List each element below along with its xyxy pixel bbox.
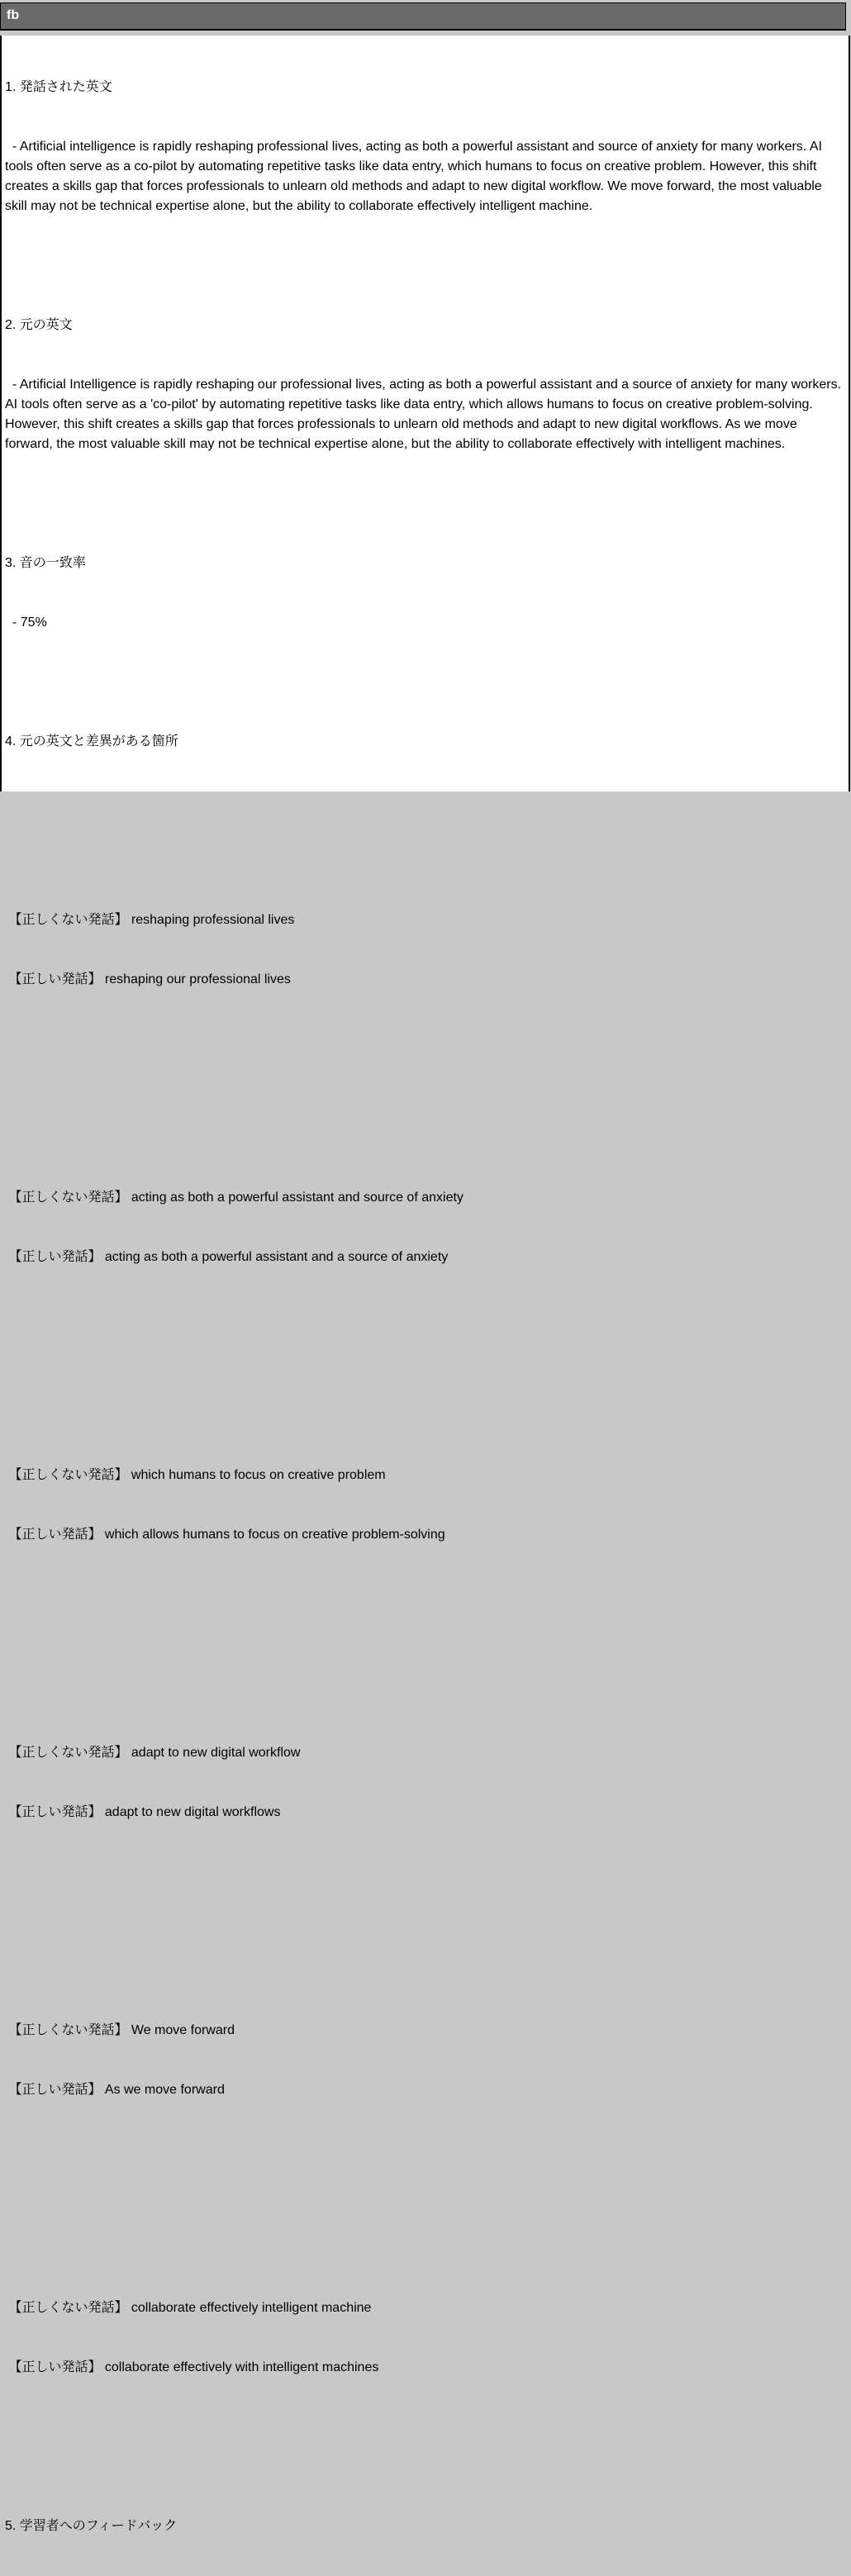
- spacer: [5, 791, 845, 811]
- spacer: [5, 494, 845, 514]
- diff-pair: [5, 871, 845, 1029]
- spacer: [5, 256, 845, 276]
- section-differences-heading: 4. 元の英文と差異がある箇所: [5, 734, 178, 749]
- diff-pair: [5, 1981, 845, 2140]
- section-match-rate: [5, 514, 845, 673]
- section-original-heading: 2. 元の英文: [5, 318, 73, 332]
- correct-utterance-line: 【正しい発話】 adapt to new digital workflows: [5, 1805, 281, 1819]
- correct-utterance-line: 【正しい発話】 acting as both a powerful assistant and a source of anxiety: [5, 1250, 449, 1264]
- spacer: [5, 1069, 845, 1089]
- diff-pair: [5, 2259, 845, 2417]
- diff-pair: [5, 1148, 845, 1307]
- section-feedback-heading: 5. 学習者へのフィードバック: [5, 2519, 178, 2533]
- section-learner-feedback: [5, 2477, 845, 2576]
- section-original-english: [5, 276, 845, 494]
- section-match-rate-heading: 3. 音の一致率: [5, 556, 86, 570]
- window-titlebar: [0, 2, 846, 31]
- diff-pair: [5, 1426, 845, 1585]
- incorrect-utterance-line: 【正しくない発話】 collaborate effectively intelligent machine: [5, 2301, 372, 2315]
- spacer: [5, 1902, 845, 1922]
- correct-utterance-line: 【正しい発話】 As we move forward: [5, 2083, 225, 2097]
- match-rate-value: - 75%: [5, 615, 47, 630]
- section-spoken-heading: 1. 発話された英文: [5, 80, 112, 94]
- incorrect-utterance-line: 【正しくない発話】 which humans to focus on creative problem: [5, 1468, 386, 1482]
- incorrect-utterance-line: 【正しくない発話】 reshaping professional lives: [5, 913, 295, 927]
- incorrect-utterance-line: 【正しくない発話】 adapt to new digital workflow: [5, 1746, 301, 1760]
- spoken-english-text: - Artificial intelligence is rapidly reshaping professional lives, acting as both a powerful assistant and source of anxiety for many workers. AI tools often serve as a co-pilot by automating repetitive tasks like data entry, which humans to focus on creative problem. However, this shift creates a skills gap that forces professionals to unlearn old methods and adapt to new digital workflow. We move forward, the most valuable skill may not be technical expertise alone, but the ability to collaborate effectively intelligent machine.: [5, 140, 826, 213]
- window-title: fb: [7, 8, 20, 22]
- correct-utterance-line: 【正しい発話】 which allows humans to focus on creative problem-solving: [5, 1528, 445, 1542]
- incorrect-utterance-line: 【正しくない発話】 We move forward: [5, 2023, 235, 2037]
- spacer: [5, 1624, 845, 1644]
- section-spoken-english: [5, 38, 845, 256]
- correct-utterance-line: 【正しい発話】 collaborate effectively with intelligent machines: [5, 2360, 379, 2374]
- feedback-document: [0, 36, 850, 2533]
- spacer: [5, 2457, 845, 2477]
- correct-utterance-line: 【正しい発話】 reshaping our professional lives: [5, 972, 291, 986]
- section-differences: [5, 692, 845, 2457]
- spacer: [5, 2179, 845, 2199]
- original-english-text: - Artificial Intelligence is rapidly reshaping our professional lives, acting as both a powerful assistant and a source of anxiety for many workers. AI tools often serve as a 'co-pilot' by automating repetitive tasks like data entry, which allows humans to focus on creative problem-solving. However, this shift creates a skills gap that forces professionals to unlearn old methods and adapt to new digital workflows. As we move forward, the most valuable skill may not be technical expertise alone, but the ability to collaborate effectively with intelligent machines.: [5, 378, 844, 451]
- incorrect-utterance-line: 【正しくない発話】 acting as both a powerful assistant and source of anxiety: [5, 1191, 464, 1205]
- spacer: [5, 1347, 845, 1366]
- spacer: [5, 673, 845, 692]
- diff-pair: [5, 1704, 845, 1862]
